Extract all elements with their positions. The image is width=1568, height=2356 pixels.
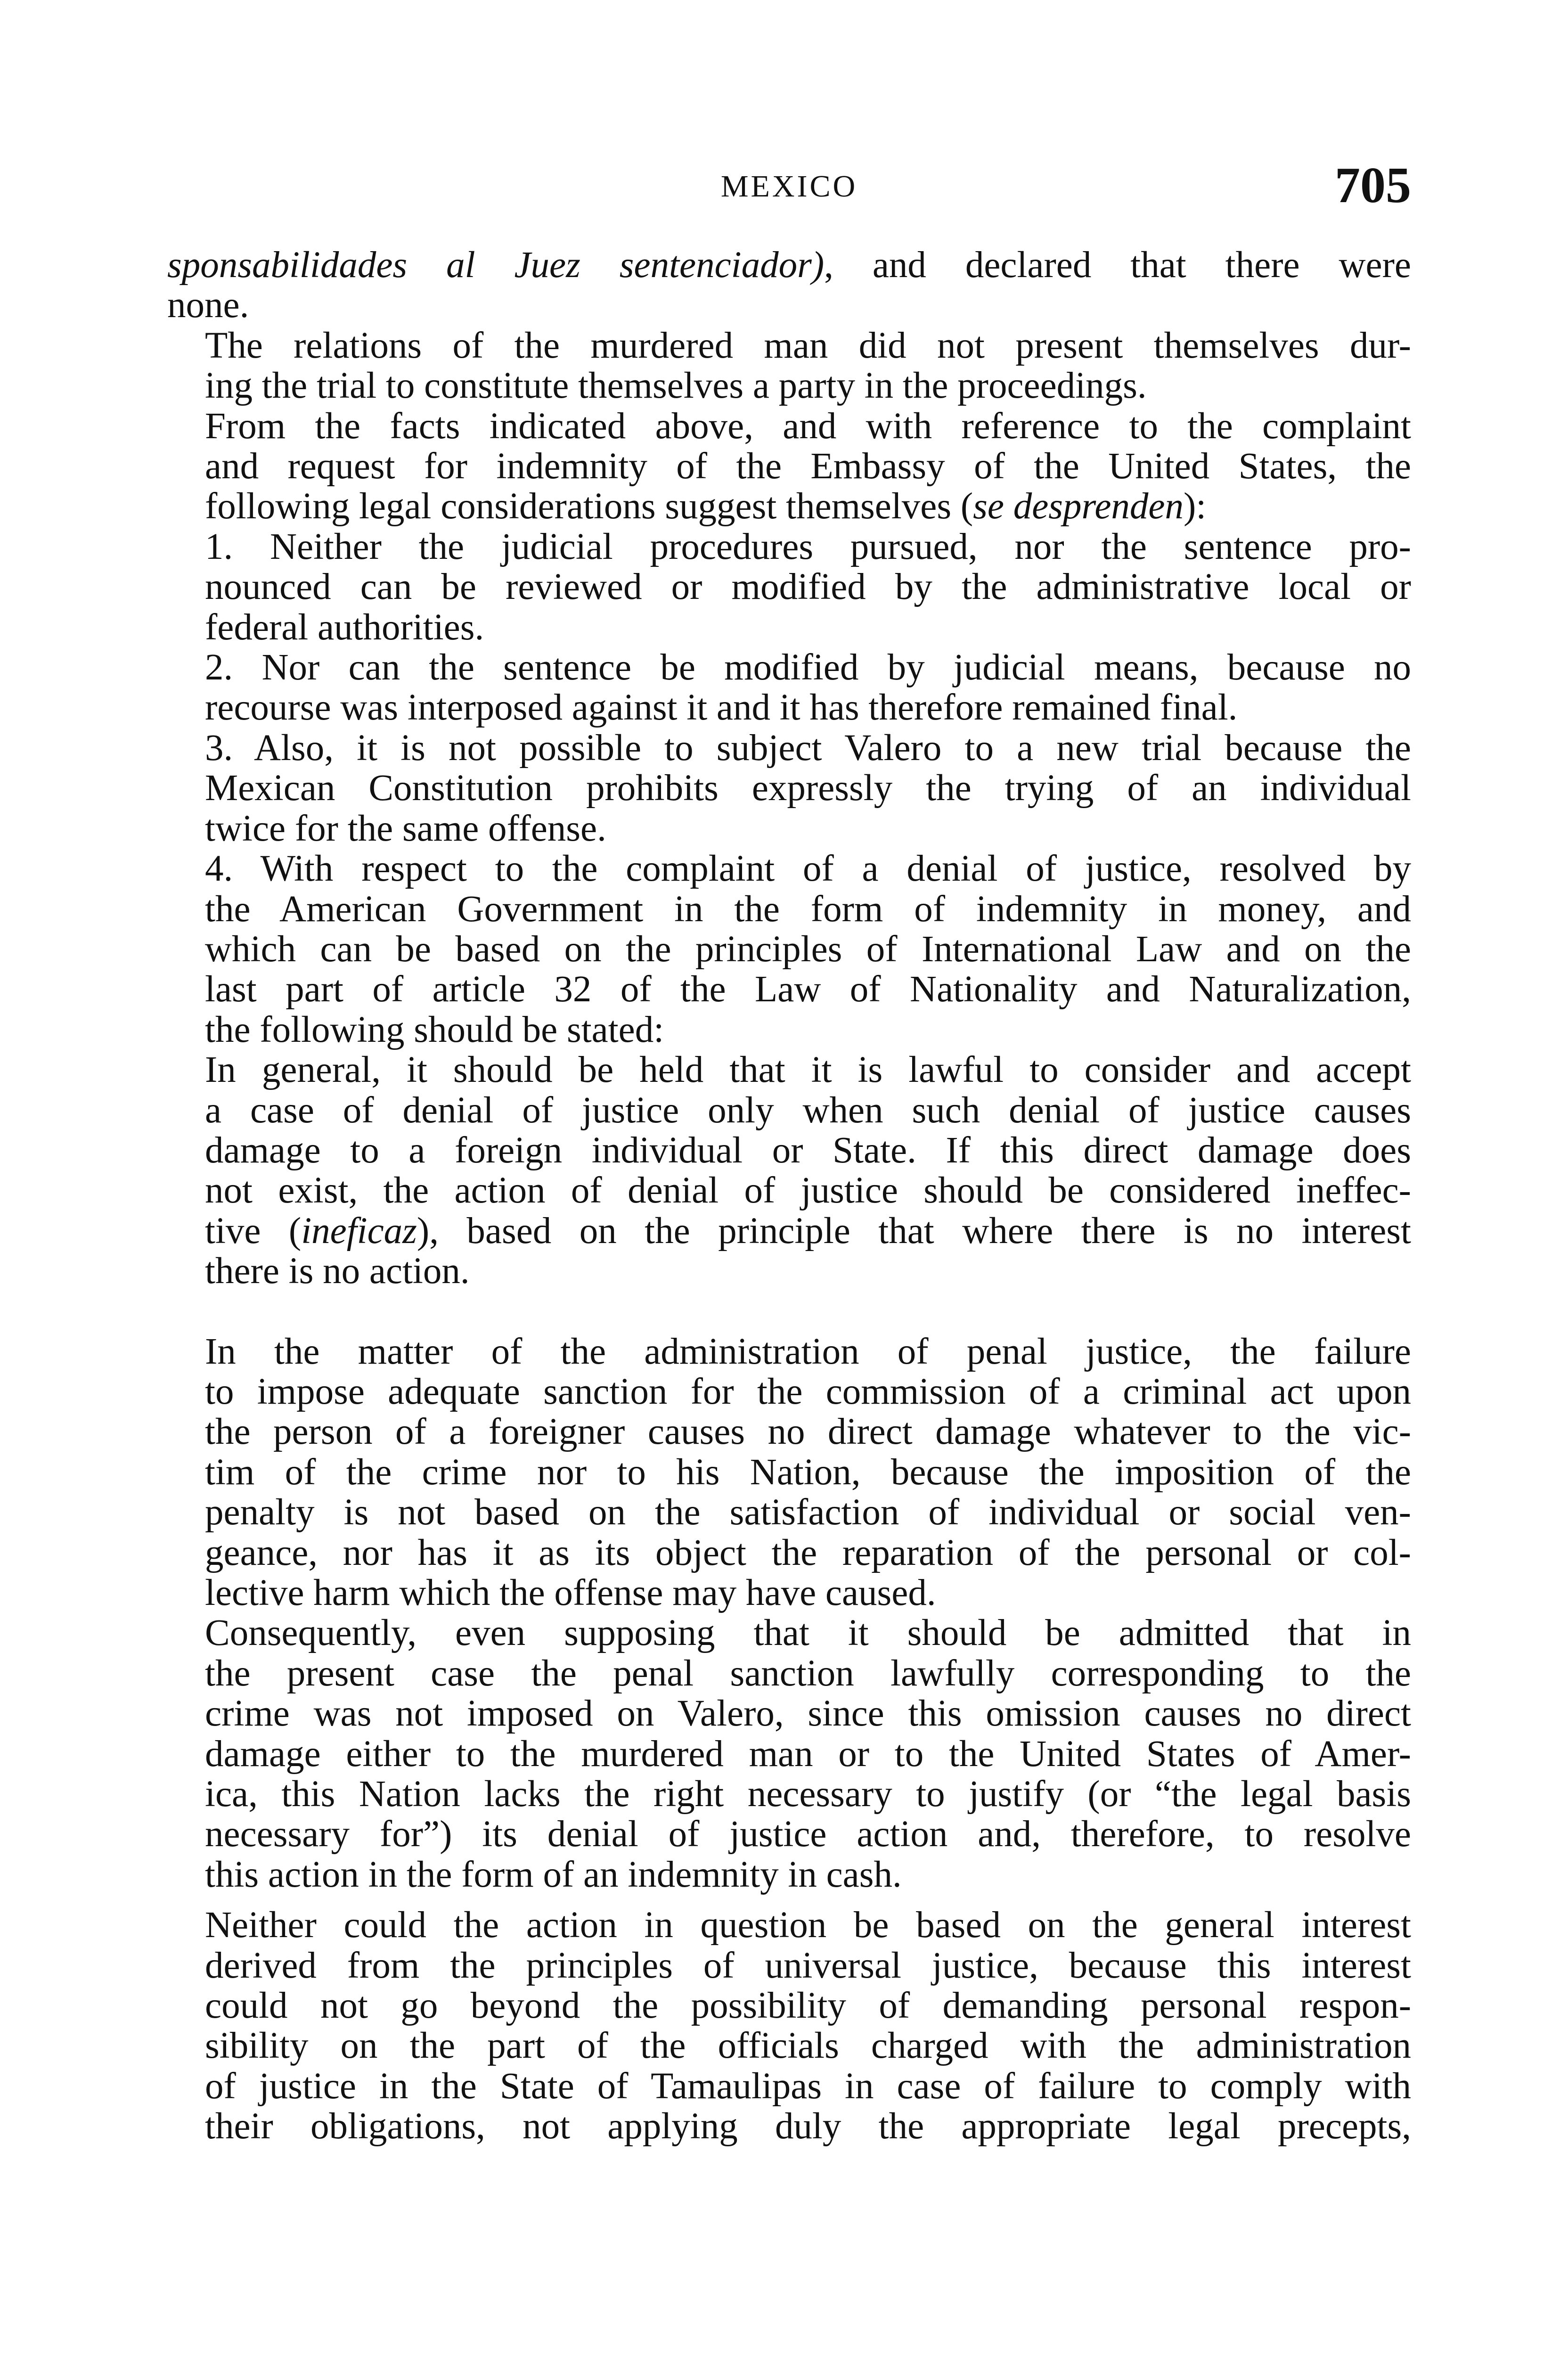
text-segment: their obligations, not applying duly the appropriate legal precepts, [205, 2106, 1411, 2147]
text-segment: none. [167, 285, 249, 326]
text-line [167, 1653, 1411, 1693]
text-segment: nounced can be reviewed or modified by the administrative local or [205, 566, 1411, 608]
text-segment: the present case the penal sanction lawfully corresponding to the [205, 1652, 1411, 1694]
text-segment: of justice in the State of Tamaulipas in case of failure to comply with [205, 2065, 1411, 2107]
running-title: MEXICO [720, 169, 858, 204]
text-segment: 3. Also, it is not possible to subject Valero to a new trial because the [205, 727, 1411, 769]
italic-term: se desprenden [973, 486, 1184, 527]
text-segment: Consequently, even supposing that it should be admitted that in [205, 1612, 1411, 1654]
text-segment: ), based on the principle that where there is no interest [416, 1210, 1411, 1252]
text-line [167, 1130, 1411, 1170]
paragraph [167, 245, 1411, 326]
paragraph [167, 1905, 1411, 2146]
text-line [167, 929, 1411, 969]
text-line [167, 245, 1411, 285]
text-line [167, 1814, 1411, 1854]
paragraph [167, 647, 1411, 728]
body-text [167, 245, 1411, 2147]
text-line [167, 1946, 1411, 1986]
text-segment: and request for indemnity of the Embassy of the United States, the [205, 446, 1411, 487]
text-segment: last part of article 32 of the Law of Nationality and Naturalization, [205, 969, 1411, 1010]
text-line [167, 1774, 1411, 1814]
text-segment: to impose adequate sanction for the commission of a criminal act upon [205, 1371, 1411, 1412]
text-line [167, 285, 1411, 325]
text-line [167, 687, 1411, 728]
text-line [167, 1986, 1411, 2026]
text-line [167, 1452, 1411, 1492]
text-segment: damage either to the murdered man or to the United States of Amer- [205, 1733, 1411, 1775]
text-segment: federal authorities. [205, 606, 484, 648]
text-line [167, 1492, 1411, 1532]
text-line [167, 969, 1411, 1009]
italic-term: sponsabilidades al Juez sentenciador) [167, 245, 825, 286]
text-segment: damage to a foreign individual or State. If this direct damage does [205, 1129, 1411, 1171]
paragraph [167, 527, 1411, 647]
text-line [167, 1693, 1411, 1734]
text-line [167, 2026, 1411, 2066]
text-segment: which can be based on the principles of International Law and on the [205, 928, 1411, 970]
text-line [167, 1170, 1411, 1211]
text-line [167, 1613, 1411, 1653]
text-segment: a case of denial of justice only when such denial of justice causes [205, 1089, 1411, 1131]
text-segment: In the matter of the administration of penal justice, the failure [205, 1331, 1411, 1372]
text-segment: ): [1183, 486, 1207, 527]
text-line [167, 647, 1411, 687]
text-line [167, 1855, 1411, 1895]
page-number: 705 [1335, 157, 1411, 213]
text-segment: Mexican Constitution prohibits expressly the trying of an individual [205, 768, 1411, 809]
text-line [167, 1412, 1411, 1452]
text-segment: recourse was interposed against it and it has therefore remained final. [205, 687, 1238, 728]
paragraph [167, 1050, 1411, 1291]
text-segment: ica, this Nation lacks the right necessary to justify (or “the legal basis [205, 1774, 1411, 1815]
text-segment: lective harm which the offense may have caused. [205, 1572, 936, 1613]
paragraph [167, 406, 1411, 527]
text-segment: geance, nor has it as its object the reparation of the personal or col- [205, 1532, 1411, 1573]
paragraph [167, 728, 1411, 849]
text-segment: twice for the same offense. [205, 808, 606, 849]
text-line [167, 406, 1411, 446]
text-line [167, 849, 1411, 889]
text-line [167, 1734, 1411, 1774]
text-segment: penalty is not based on the satisfaction of individual or social ven- [205, 1492, 1411, 1533]
text-line [167, 366, 1411, 406]
text-line [167, 446, 1411, 486]
text-line [167, 486, 1411, 526]
text-line [167, 1533, 1411, 1573]
text-segment: the following should be stated: [205, 1009, 664, 1050]
text-line [167, 889, 1411, 929]
text-segment: 2. Nor can the sentence be modified by judicial means, because no [205, 647, 1411, 688]
text-line [167, 2066, 1411, 2106]
text-line [167, 1905, 1411, 1945]
text-segment: the person of a foreigner causes no direct damage whatever to the vic- [205, 1411, 1411, 1453]
text-line [167, 607, 1411, 647]
text-segment: not exist, the action of denial of justice should be considered ineffec- [205, 1170, 1411, 1211]
text-segment: Neither could the action in question be based on the general interest [205, 1905, 1411, 1946]
text-line [167, 527, 1411, 567]
paragraph [167, 1613, 1411, 1895]
running-head [167, 157, 1411, 217]
text-segment: sibility on the part of the officials charged with the administration [205, 2025, 1411, 2067]
text-line [167, 809, 1411, 849]
text-segment: there is no action. [205, 1251, 470, 1292]
text-line [167, 1372, 1411, 1412]
text-line [167, 1090, 1411, 1130]
text-segment: necessary for”) its denial of justice action and, therefore, to resolve [205, 1814, 1411, 1855]
text-segment: could not go beyond the possibility of demanding personal respon- [205, 1985, 1411, 2027]
italic-term: ineficaz [301, 1210, 417, 1252]
paragraph [167, 1332, 1411, 1613]
text-segment: tim of the crime nor to his Nation, because the imposition of the [205, 1451, 1411, 1493]
text-line [167, 728, 1411, 768]
paragraph [167, 849, 1411, 1050]
text-segment: this action in the form of an indemnity in cash. [205, 1854, 902, 1895]
text-line [167, 567, 1411, 607]
text-segment: ing the trial to constitute themselves a party in the proceedings. [205, 365, 1147, 407]
text-segment: 1. Neither the judicial procedures pursued, nor the sentence pro- [205, 526, 1411, 567]
text-segment: following legal considerations suggest themselves ( [205, 486, 973, 527]
text-line [167, 1251, 1411, 1291]
text-segment: In general, it should be held that it is lawful to consider and accept [205, 1049, 1411, 1091]
text-segment: tive ( [205, 1210, 302, 1252]
text-line [167, 768, 1411, 808]
text-line [167, 1010, 1411, 1050]
text-segment: derived from the principles of universal justice, because this interest [205, 1945, 1411, 1986]
text-segment: The relations of the murdered man did not present themselves dur- [205, 325, 1411, 366]
text-segment: From the facts indicated above, and with reference to the complaint [205, 405, 1411, 447]
paragraph [167, 326, 1411, 406]
text-line [167, 1211, 1411, 1251]
text-segment: the American Government in the form of indemnity in money, and [205, 888, 1411, 930]
text-segment: crime was not imposed on Valero, since this omission causes no direct [205, 1693, 1411, 1734]
text-segment: 4. With respect to the complaint of a denial of justice, resolved by [205, 848, 1411, 890]
text-line [167, 2106, 1411, 2146]
text-line [167, 1050, 1411, 1090]
text-line [167, 1573, 1411, 1613]
text-line [167, 1332, 1411, 1372]
text-segment: , and declared that there were [824, 245, 1411, 286]
text-line [167, 326, 1411, 366]
